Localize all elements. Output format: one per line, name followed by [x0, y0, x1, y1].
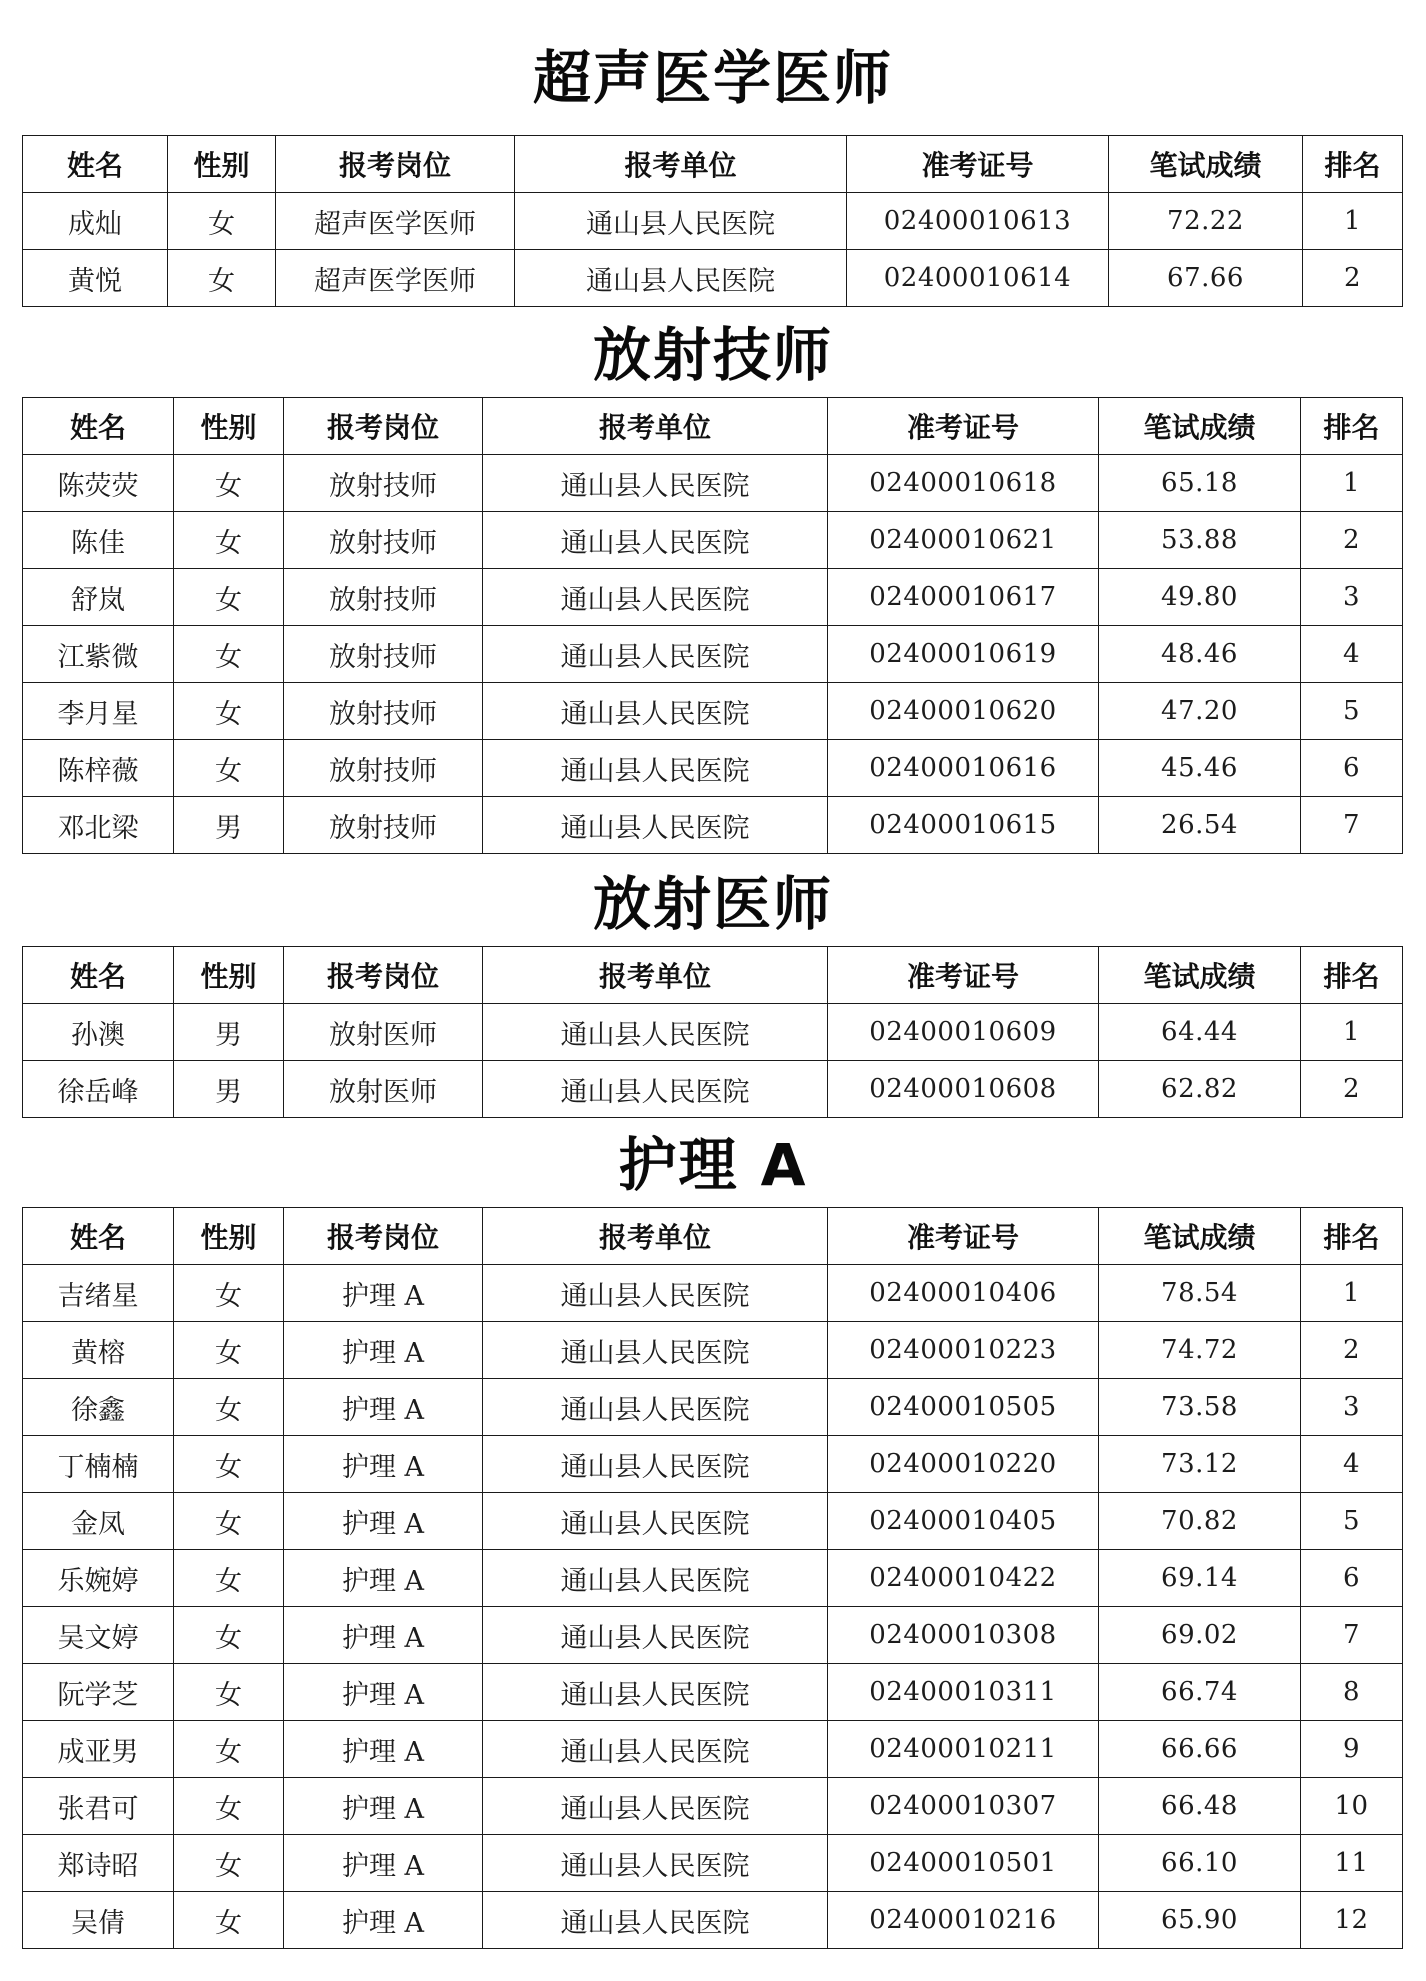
exam-id-cell: 02400010616 — [828, 740, 1099, 797]
exam-id-cell: 02400010216 — [828, 1892, 1099, 1949]
score-cell: 66.10 — [1099, 1835, 1301, 1892]
rank-cell: 2 — [1303, 250, 1403, 307]
employer-cell: 通山县人民医院 — [483, 1835, 828, 1892]
exam-id-cell: 02400010613 — [847, 193, 1109, 250]
rank-cell: 12 — [1301, 1892, 1403, 1949]
name-cell: 李月星 — [23, 683, 174, 740]
position-cell: 护理 A — [284, 1550, 483, 1607]
gender-cell: 男 — [174, 797, 284, 854]
exam-id-cell: 02400010618 — [828, 455, 1099, 512]
position-cell: 放射技师 — [284, 455, 483, 512]
score-cell: 53.88 — [1099, 512, 1301, 569]
section-title-radiology-technician: 放射技师 — [592, 321, 833, 389]
section-title-ultrasound: 超声医学医师 — [532, 44, 893, 112]
position-cell: 放射技师 — [284, 797, 483, 854]
score-cell: 65.90 — [1099, 1892, 1301, 1949]
column-header: 报考岗位 — [284, 947, 483, 1004]
score-cell: 72.22 — [1109, 193, 1303, 250]
column-header: 准考证号 — [828, 1208, 1099, 1265]
table-row — [23, 569, 1403, 626]
name-cell: 金凤 — [23, 1493, 174, 1550]
score-cell: 62.82 — [1099, 1061, 1301, 1118]
position-cell: 放射技师 — [284, 626, 483, 683]
table-row — [23, 1379, 1403, 1436]
table-row — [23, 1004, 1403, 1061]
exam-id-cell: 02400010615 — [828, 797, 1099, 854]
position-cell: 护理 A — [284, 1721, 483, 1778]
table-header-row — [23, 947, 1403, 1004]
column-header: 姓名 — [23, 947, 174, 1004]
position-cell: 护理 A — [284, 1664, 483, 1721]
exam-id-cell: 02400010619 — [828, 626, 1099, 683]
position-cell: 护理 A — [284, 1265, 483, 1322]
exam-id-cell: 02400010617 — [828, 569, 1099, 626]
position-cell: 护理 A — [284, 1607, 483, 1664]
table-row — [23, 1892, 1403, 1949]
column-header: 笔试成绩 — [1099, 398, 1301, 455]
position-cell: 超声医学医师 — [276, 250, 515, 307]
rank-cell: 4 — [1301, 1436, 1403, 1493]
position-cell: 放射技师 — [284, 683, 483, 740]
name-cell: 吴文婷 — [23, 1607, 174, 1664]
rank-cell: 3 — [1301, 569, 1403, 626]
table-row — [23, 1721, 1403, 1778]
column-header: 报考单位 — [483, 947, 828, 1004]
employer-cell: 通山县人民医院 — [483, 1322, 828, 1379]
name-cell: 孙澳 — [23, 1004, 174, 1061]
score-cell: 49.80 — [1099, 569, 1301, 626]
gender-cell: 女 — [174, 1892, 284, 1949]
rank-cell: 1 — [1301, 455, 1403, 512]
score-cell: 70.82 — [1099, 1493, 1301, 1550]
table-row — [23, 1778, 1403, 1835]
employer-cell: 通山县人民医院 — [483, 455, 828, 512]
gender-cell: 女 — [174, 1265, 284, 1322]
section-title-radiology-physician: 放射医师 — [592, 870, 833, 938]
gender-cell: 女 — [174, 1550, 284, 1607]
exam-id-cell: 02400010307 — [828, 1778, 1099, 1835]
score-cell: 66.74 — [1099, 1664, 1301, 1721]
name-cell: 陈梓薇 — [23, 740, 174, 797]
column-header: 排名 — [1301, 947, 1403, 1004]
employer-cell: 通山县人民医院 — [483, 1436, 828, 1493]
employer-cell: 通山县人民医院 — [483, 1721, 828, 1778]
name-cell: 邓北梁 — [23, 797, 174, 854]
gender-cell: 女 — [174, 1778, 284, 1835]
table-ultrasound — [22, 135, 1403, 307]
rank-cell: 2 — [1301, 1061, 1403, 1118]
employer-cell: 通山县人民医院 — [483, 1379, 828, 1436]
exam-id-cell: 02400010621 — [828, 512, 1099, 569]
table-row — [23, 1835, 1403, 1892]
position-cell: 护理 A — [284, 1436, 483, 1493]
table-header-row — [23, 398, 1403, 455]
position-cell: 放射技师 — [284, 569, 483, 626]
employer-cell: 通山县人民医院 — [483, 569, 828, 626]
table-row — [23, 1607, 1403, 1664]
exam-id-cell: 02400010406 — [828, 1265, 1099, 1322]
rank-cell: 5 — [1301, 683, 1403, 740]
employer-cell: 通山县人民医院 — [483, 1550, 828, 1607]
exam-id-cell: 02400010501 — [828, 1835, 1099, 1892]
rank-cell: 8 — [1301, 1664, 1403, 1721]
rank-cell: 7 — [1301, 1607, 1403, 1664]
name-cell: 张君可 — [23, 1778, 174, 1835]
rank-cell: 5 — [1301, 1493, 1403, 1550]
rank-cell: 4 — [1301, 626, 1403, 683]
employer-cell: 通山县人民医院 — [483, 1265, 828, 1322]
name-cell: 成亚男 — [23, 1721, 174, 1778]
employer-cell: 通山县人民医院 — [483, 1607, 828, 1664]
column-header: 报考岗位 — [284, 398, 483, 455]
column-header: 笔试成绩 — [1109, 136, 1303, 193]
column-header: 报考岗位 — [276, 136, 515, 193]
gender-cell: 女 — [174, 455, 284, 512]
exam-id-cell: 02400010505 — [828, 1379, 1099, 1436]
employer-cell: 通山县人民医院 — [483, 740, 828, 797]
table-row — [23, 455, 1403, 512]
table-row — [23, 683, 1403, 740]
table-row — [23, 512, 1403, 569]
table-row — [23, 797, 1403, 854]
gender-cell: 女 — [174, 683, 284, 740]
exam-id-cell: 02400010608 — [828, 1061, 1099, 1118]
column-header: 笔试成绩 — [1099, 947, 1301, 1004]
name-cell: 成灿 — [23, 193, 168, 250]
column-header: 准考证号 — [828, 398, 1099, 455]
position-cell: 护理 A — [284, 1835, 483, 1892]
exam-id-cell: 02400010614 — [847, 250, 1109, 307]
position-cell: 护理 A — [284, 1493, 483, 1550]
gender-cell: 女 — [174, 1664, 284, 1721]
column-header: 排名 — [1303, 136, 1403, 193]
column-header: 准考证号 — [828, 947, 1099, 1004]
gender-cell: 男 — [174, 1061, 284, 1118]
score-cell: 69.14 — [1099, 1550, 1301, 1607]
column-header: 姓名 — [23, 1208, 174, 1265]
table-row — [23, 1061, 1403, 1118]
score-cell: 66.48 — [1099, 1778, 1301, 1835]
rank-cell: 10 — [1301, 1778, 1403, 1835]
table-row — [23, 1265, 1403, 1322]
gender-cell: 女 — [174, 1322, 284, 1379]
gender-cell: 女 — [174, 569, 284, 626]
position-cell: 放射技师 — [284, 512, 483, 569]
rank-cell: 11 — [1301, 1835, 1403, 1892]
gender-cell: 女 — [168, 193, 276, 250]
column-header: 姓名 — [23, 136, 168, 193]
employer-cell: 通山县人民医院 — [483, 1778, 828, 1835]
score-cell: 73.12 — [1099, 1436, 1301, 1493]
gender-cell: 女 — [168, 250, 276, 307]
gender-cell: 男 — [174, 1004, 284, 1061]
position-cell: 护理 A — [284, 1892, 483, 1949]
position-cell: 护理 A — [284, 1778, 483, 1835]
table-row — [23, 193, 1403, 250]
score-cell: 47.20 — [1099, 683, 1301, 740]
position-cell: 超声医学医师 — [276, 193, 515, 250]
gender-cell: 女 — [174, 1379, 284, 1436]
section-title-nursing-a: 护理 A — [618, 1131, 808, 1199]
name-cell: 陈荧荧 — [23, 455, 174, 512]
gender-cell: 女 — [174, 740, 284, 797]
employer-cell: 通山县人民医院 — [483, 1061, 828, 1118]
name-cell: 吉绪星 — [23, 1265, 174, 1322]
table-radiology-physician — [22, 946, 1403, 1118]
employer-cell: 通山县人民医院 — [483, 1664, 828, 1721]
employer-cell: 通山县人民医院 — [483, 1004, 828, 1061]
table-nursing-a — [22, 1207, 1403, 1949]
column-header: 姓名 — [23, 398, 174, 455]
rank-cell: 1 — [1301, 1265, 1403, 1322]
column-header: 报考岗位 — [284, 1208, 483, 1265]
position-cell: 护理 A — [284, 1379, 483, 1436]
name-cell: 阮学芝 — [23, 1664, 174, 1721]
column-header: 排名 — [1301, 1208, 1403, 1265]
score-cell: 26.54 — [1099, 797, 1301, 854]
gender-cell: 女 — [174, 1607, 284, 1664]
table-header-row — [23, 136, 1403, 193]
rank-cell: 1 — [1303, 193, 1403, 250]
score-cell: 48.46 — [1099, 626, 1301, 683]
exam-id-cell: 02400010422 — [828, 1550, 1099, 1607]
column-header: 准考证号 — [847, 136, 1109, 193]
gender-cell: 女 — [174, 512, 284, 569]
table-row — [23, 1493, 1403, 1550]
exam-id-cell: 02400010211 — [828, 1721, 1099, 1778]
score-cell: 67.66 — [1109, 250, 1303, 307]
column-header: 报考单位 — [483, 398, 828, 455]
gender-cell: 女 — [174, 1721, 284, 1778]
name-cell: 郑诗昭 — [23, 1835, 174, 1892]
employer-cell: 通山县人民医院 — [483, 626, 828, 683]
score-cell: 74.72 — [1099, 1322, 1301, 1379]
column-header: 性别 — [174, 947, 284, 1004]
gender-cell: 女 — [174, 1436, 284, 1493]
score-cell: 64.44 — [1099, 1004, 1301, 1061]
employer-cell: 通山县人民医院 — [483, 1493, 828, 1550]
rank-cell: 3 — [1301, 1379, 1403, 1436]
employer-cell: 通山县人民医院 — [483, 683, 828, 740]
employer-cell: 通山县人民医院 — [483, 512, 828, 569]
exam-id-cell: 02400010405 — [828, 1493, 1099, 1550]
table-row — [23, 1550, 1403, 1607]
name-cell: 吴倩 — [23, 1892, 174, 1949]
name-cell: 陈佳 — [23, 512, 174, 569]
rank-cell: 6 — [1301, 1550, 1403, 1607]
score-cell: 45.46 — [1099, 740, 1301, 797]
name-cell: 乐婉婷 — [23, 1550, 174, 1607]
score-cell: 69.02 — [1099, 1607, 1301, 1664]
gender-cell: 女 — [174, 626, 284, 683]
column-header: 性别 — [174, 398, 284, 455]
table-row — [23, 1664, 1403, 1721]
column-header: 性别 — [168, 136, 276, 193]
employer-cell: 通山县人民医院 — [515, 193, 847, 250]
rank-cell: 1 — [1301, 1004, 1403, 1061]
gender-cell: 女 — [174, 1493, 284, 1550]
position-cell: 放射技师 — [284, 740, 483, 797]
column-header: 报考单位 — [515, 136, 847, 193]
exam-id-cell: 02400010308 — [828, 1607, 1099, 1664]
position-cell: 放射医师 — [284, 1061, 483, 1118]
column-header: 笔试成绩 — [1099, 1208, 1301, 1265]
table-header-row — [23, 1208, 1403, 1265]
rank-cell: 2 — [1301, 512, 1403, 569]
table-row — [23, 626, 1403, 683]
exam-id-cell: 02400010223 — [828, 1322, 1099, 1379]
table-row — [23, 250, 1403, 307]
column-header: 报考单位 — [483, 1208, 828, 1265]
column-header: 排名 — [1301, 398, 1403, 455]
rank-cell: 2 — [1301, 1322, 1403, 1379]
gender-cell: 女 — [174, 1835, 284, 1892]
employer-cell: 通山县人民医院 — [483, 797, 828, 854]
employer-cell: 通山县人民医院 — [483, 1892, 828, 1949]
position-cell: 护理 A — [284, 1322, 483, 1379]
table-row — [23, 1322, 1403, 1379]
rank-cell: 7 — [1301, 797, 1403, 854]
name-cell: 黄悦 — [23, 250, 168, 307]
table-row — [23, 740, 1403, 797]
table-radiology-technician — [22, 397, 1403, 854]
column-header: 性别 — [174, 1208, 284, 1265]
name-cell: 徐鑫 — [23, 1379, 174, 1436]
rank-cell: 6 — [1301, 740, 1403, 797]
table-row — [23, 1436, 1403, 1493]
position-cell: 放射医师 — [284, 1004, 483, 1061]
name-cell: 丁楠楠 — [23, 1436, 174, 1493]
exam-id-cell: 02400010609 — [828, 1004, 1099, 1061]
exam-id-cell: 02400010220 — [828, 1436, 1099, 1493]
name-cell: 徐岳峰 — [23, 1061, 174, 1118]
rank-cell: 9 — [1301, 1721, 1403, 1778]
exam-id-cell: 02400010311 — [828, 1664, 1099, 1721]
score-cell: 78.54 — [1099, 1265, 1301, 1322]
name-cell: 黄榕 — [23, 1322, 174, 1379]
score-cell: 73.58 — [1099, 1379, 1301, 1436]
name-cell: 江紫微 — [23, 626, 174, 683]
score-cell: 65.18 — [1099, 455, 1301, 512]
employer-cell: 通山县人民医院 — [515, 250, 847, 307]
score-cell: 66.66 — [1099, 1721, 1301, 1778]
name-cell: 舒岚 — [23, 569, 174, 626]
exam-id-cell: 02400010620 — [828, 683, 1099, 740]
